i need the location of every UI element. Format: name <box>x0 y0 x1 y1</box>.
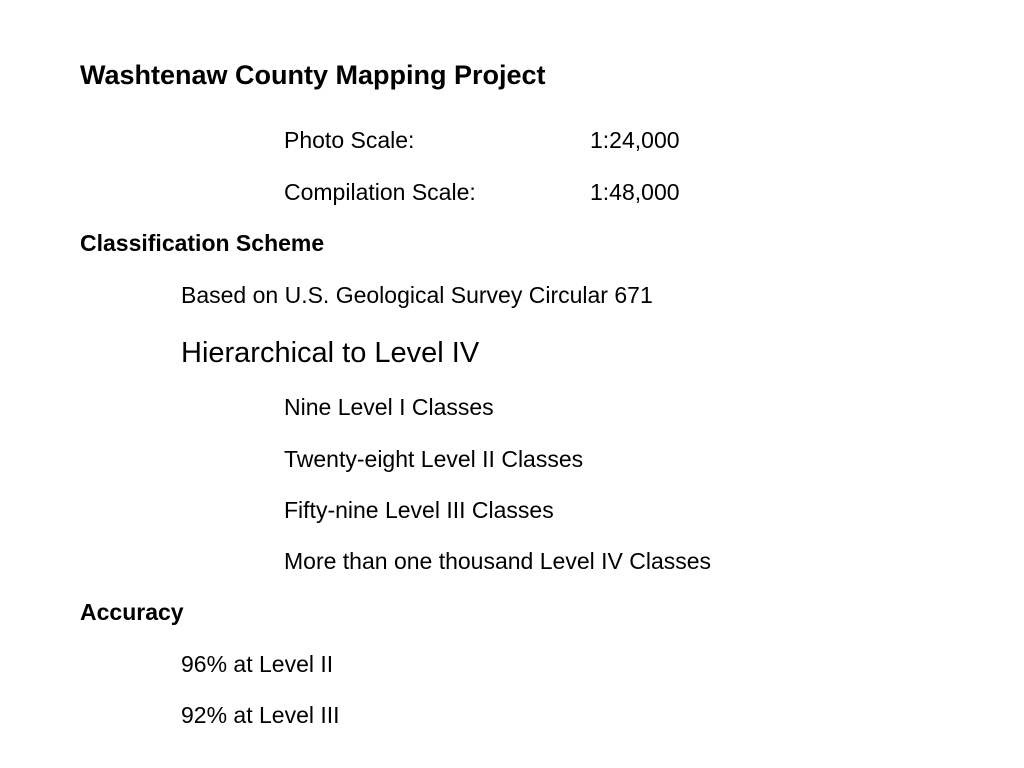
level-item: Nine Level I Classes <box>284 394 494 420</box>
photo-scale-value: 1:24,000 <box>590 127 680 153</box>
slide-title: Washtenaw County Mapping Project <box>80 60 546 90</box>
level-item: Twenty-eight Level II Classes <box>284 446 584 472</box>
accuracy-heading: Accuracy <box>80 599 184 625</box>
photo-scale-label: Photo Scale: <box>284 127 415 153</box>
level-item: More than one thousand Level IV Classes <box>284 548 712 574</box>
compilation-scale-value: 1:48,000 <box>590 179 680 205</box>
classification-hierarchy: Hierarchical to Level IV <box>181 337 480 369</box>
classification-basis: Based on U.S. Geological Survey Circular 671 <box>181 282 653 308</box>
classification-heading: Classification Scheme <box>80 230 325 256</box>
accuracy-item: 96% at Level II <box>181 651 334 677</box>
accuracy-item: 92% at Level III <box>181 702 340 728</box>
compilation-scale-label: Compilation Scale: <box>284 179 476 205</box>
level-item: Fifty-nine Level III Classes <box>284 497 554 523</box>
